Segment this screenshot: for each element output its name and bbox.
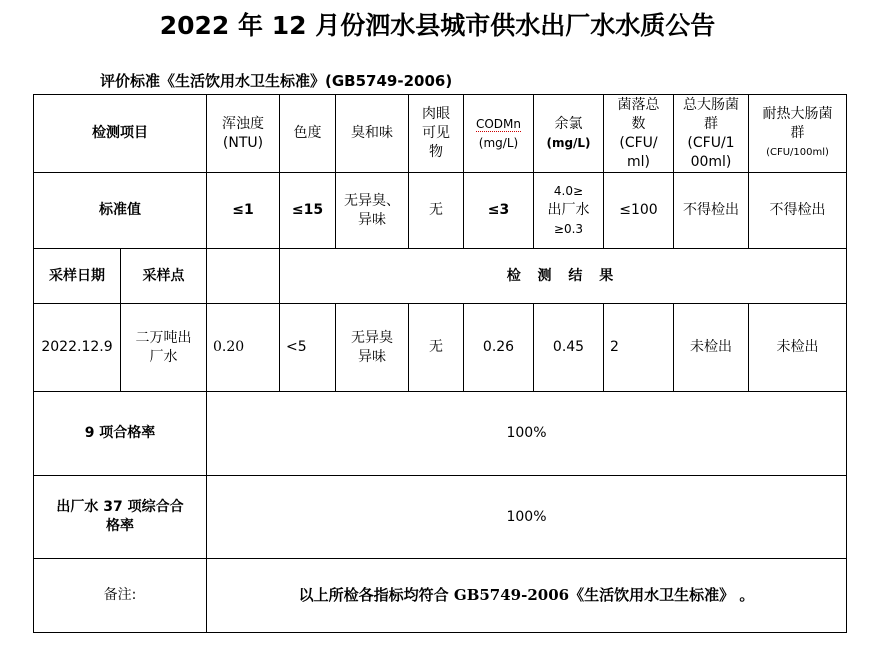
sample-color: <5 (280, 304, 336, 392)
standard-chlorine: 4.0≥ 出厂水 ≥0.3 (534, 173, 604, 249)
sample-coliform: 未检出 (674, 304, 749, 392)
standard-row (34, 173, 847, 249)
header-turbidity: 浑浊度 (NTU) (207, 95, 280, 173)
pass9-row (34, 392, 847, 476)
sample-thermo-coliform: 未检出 (749, 304, 847, 392)
pass37-label: 出厂水 37 项综合合 格率 (34, 476, 207, 559)
remark-text: 以上所检各指标均符合 GB5749-2006《生活饮用水卫生标准》 。 (207, 559, 847, 633)
sample-date: 2022.12.9 (34, 304, 121, 392)
header-thermo-coliform: 耐热大肠菌 群 (CFU/100ml) (749, 95, 847, 173)
standard-colony: ≤100 (604, 173, 674, 249)
header-chlorine: 余氯 (mg/L) (534, 95, 604, 173)
sample-odor: 无异臭 异味 (336, 304, 409, 392)
standard-odor: 无异臭、 异味 (336, 173, 409, 249)
header-colony: 菌落总 数 (CFU/ ml) (604, 95, 674, 173)
remark-label: 备注: (34, 559, 207, 633)
standard-visible: 无 (409, 173, 464, 249)
remark-row (34, 559, 847, 633)
results-header: 检 测 结 果 (280, 249, 847, 304)
standard-turbidity: ≤1 (207, 173, 280, 249)
sample-turbidity: 0.20 (207, 304, 280, 392)
results-header-row (34, 249, 847, 304)
page-title: 2022 年 12 月份泗水县城市供水出厂水水质公告 (159, 11, 716, 40)
sample-point-header: 采样点 (121, 249, 207, 304)
standard-label: 标准值 (34, 173, 207, 249)
header-item: 检测项目 (34, 95, 207, 173)
standard-color: ≤15 (280, 173, 336, 249)
standard-reference: 评价标准《生活饮用水卫生标准》(GB5749-2006) (100, 72, 453, 90)
header-coliform: 总大肠菌 群 (CFU/1 00ml) (674, 95, 749, 173)
pass37-row (34, 476, 847, 559)
standard-codmn: ≤3 (464, 173, 534, 249)
pass37-value: 100% (207, 476, 847, 559)
sample-visible: 无 (409, 304, 464, 392)
sample-chlorine: 0.45 (534, 304, 604, 392)
sample-codmn: 0.26 (464, 304, 534, 392)
sample-colony: 2 (604, 304, 674, 392)
pass9-label: 9 项合格率 (34, 392, 207, 476)
header-visible: 肉眼 可见 物 (409, 95, 464, 173)
water-quality-table (33, 94, 847, 633)
sample-row (34, 304, 847, 392)
header-row (34, 95, 847, 173)
sample-point: 二万吨出 厂水 (121, 304, 207, 392)
sample-date-header: 采样日期 (34, 249, 121, 304)
standard-coliform: 不得检出 (674, 173, 749, 249)
header-codmn: CODMn (mg/L) (464, 95, 534, 173)
header-odor: 臭和味 (336, 95, 409, 173)
pass9-value: 100% (207, 392, 847, 476)
results-header-blank (207, 249, 280, 304)
header-color: 色度 (280, 95, 336, 173)
standard-thermo-coliform: 不得检出 (749, 173, 847, 249)
